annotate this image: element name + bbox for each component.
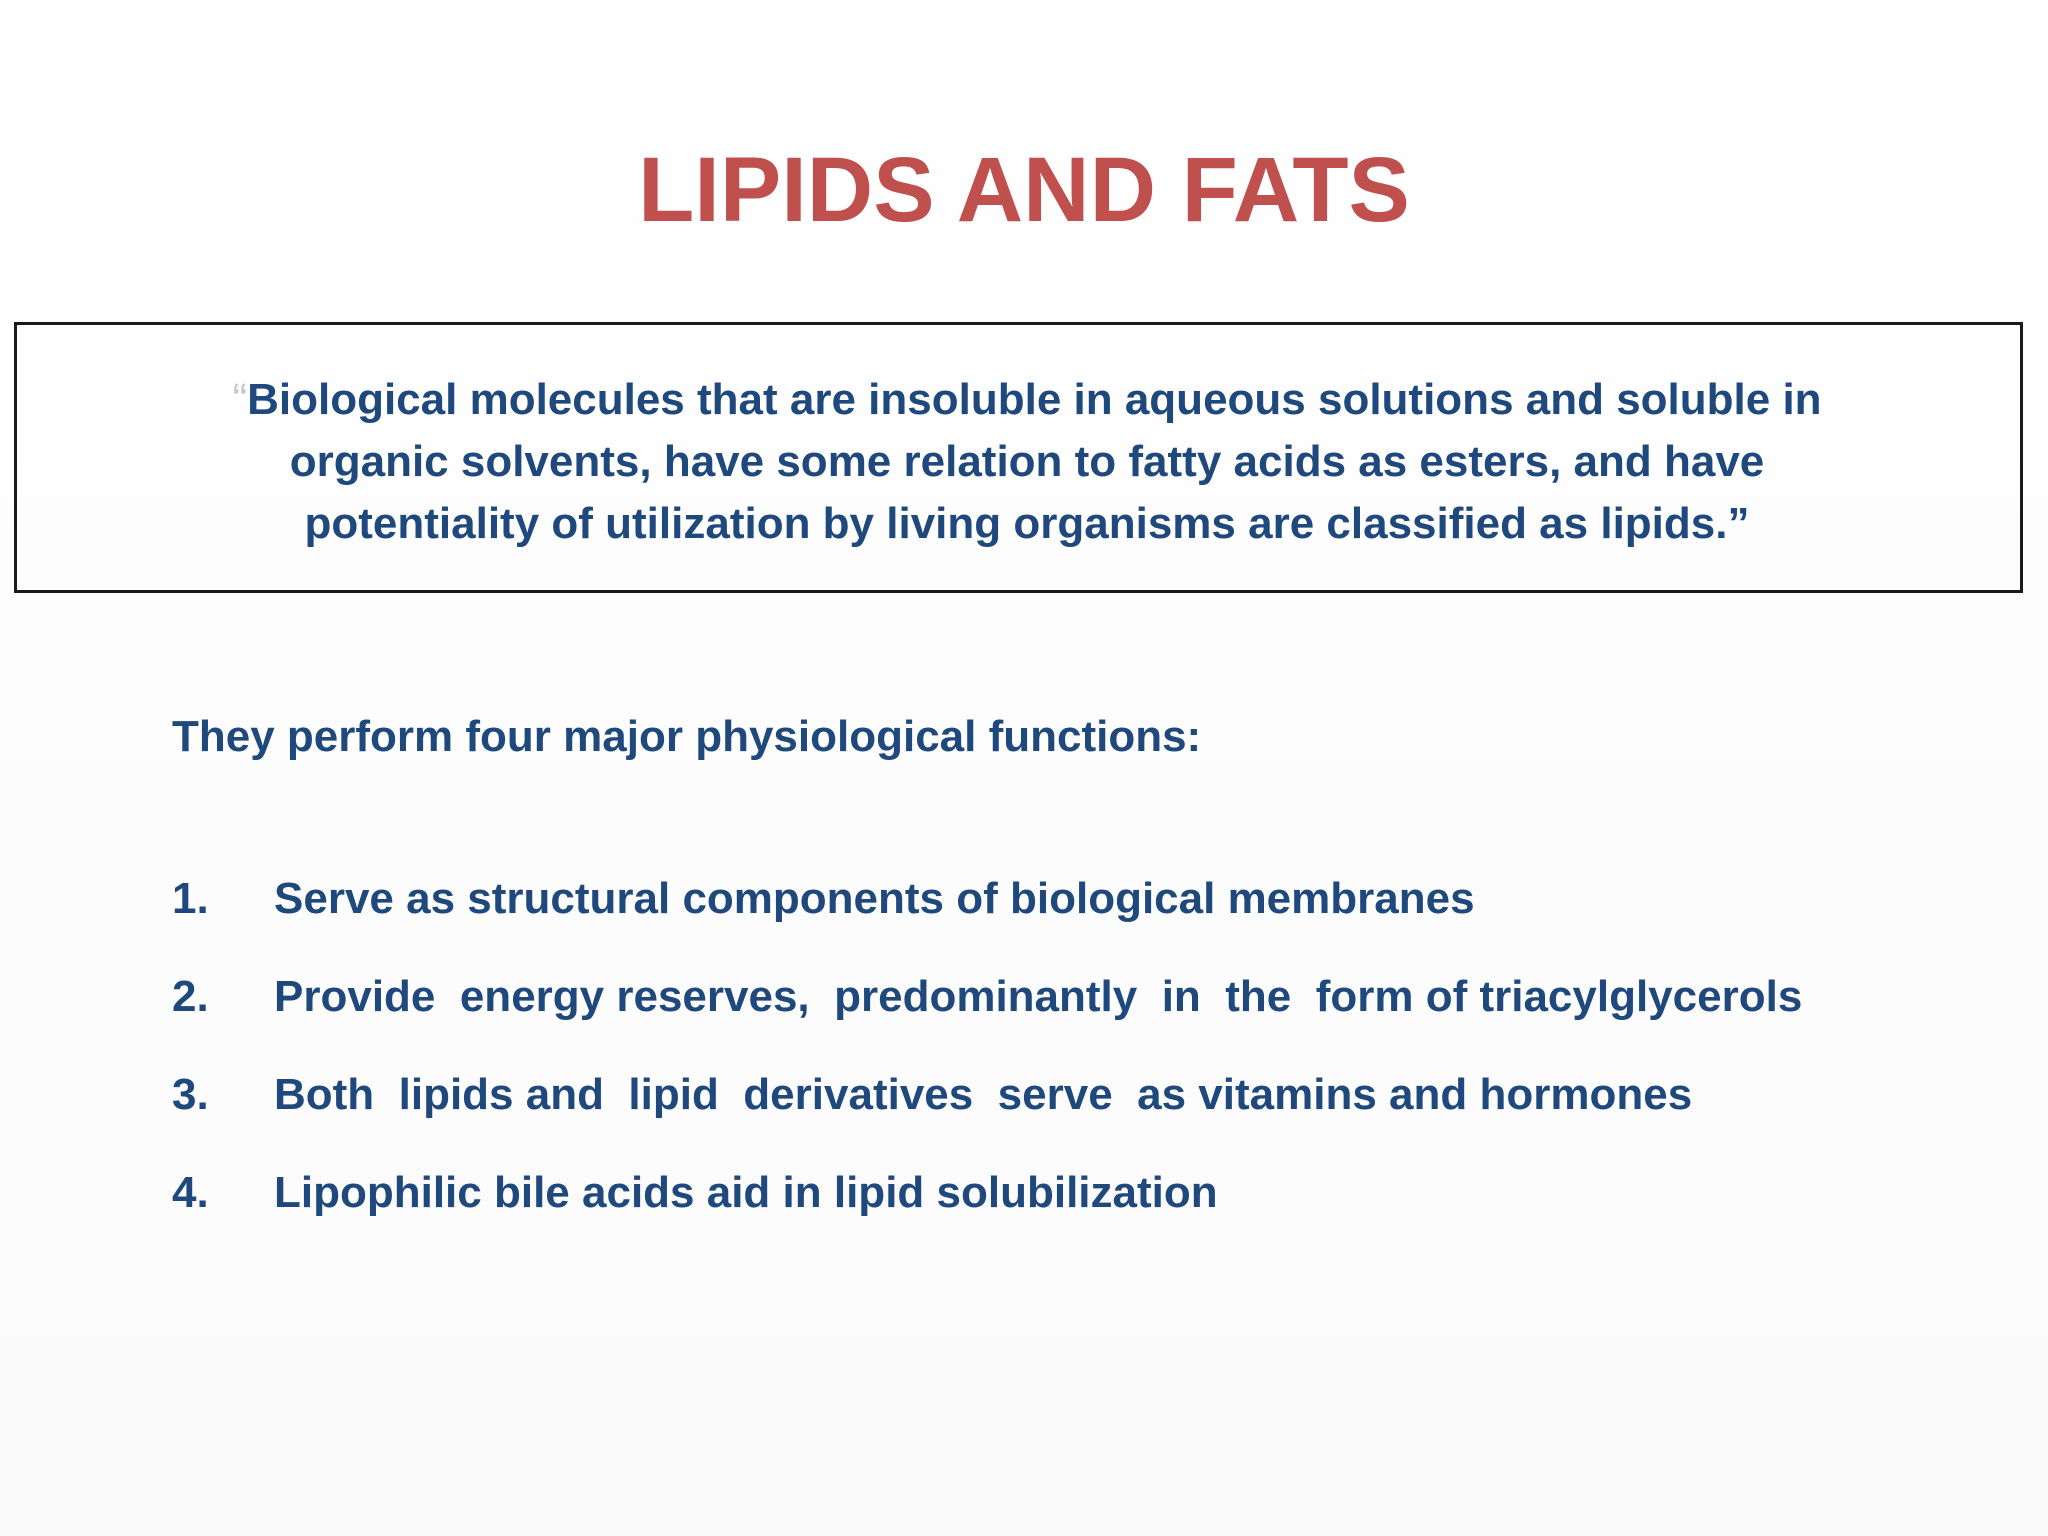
definition-body: Biological molecules that are insoluble in aqueous solutions and soluble in organic solvents, have some relation to fatty acids as esters, and have potentiality of utilization by living organisms are classified as lipids.” <box>247 375 1822 548</box>
functions-list <box>172 874 1802 1266</box>
slide-title: LIPIDS AND FATS <box>638 139 1410 241</box>
list-item-number: 2. <box>172 972 209 1021</box>
list-item-text: Provide energy reserves, predominantly in the form of triacylglycerols <box>274 972 1803 1021</box>
open-quote-mark: “ <box>232 375 248 424</box>
definition-box <box>14 322 2023 593</box>
list-item-text: Serve as structural components of biological membranes <box>274 874 1475 923</box>
list-item <box>172 874 1802 972</box>
list-item <box>172 1070 1802 1168</box>
list-item-number: 3. <box>172 1070 209 1119</box>
list-item-text: Lipophilic bile acids aid in lipid solubilization <box>274 1168 1218 1217</box>
list-item <box>172 972 1802 1070</box>
list-item <box>172 1168 1802 1266</box>
list-item-number: 1. <box>172 874 209 923</box>
list-item-text: Both lipids and lipid derivatives serve as vitamins and hormones <box>274 1070 1693 1119</box>
functions-intro: They perform four major physiological functions: <box>172 712 1202 761</box>
definition-text <box>217 369 1837 555</box>
list-item-number: 4. <box>172 1168 209 1217</box>
